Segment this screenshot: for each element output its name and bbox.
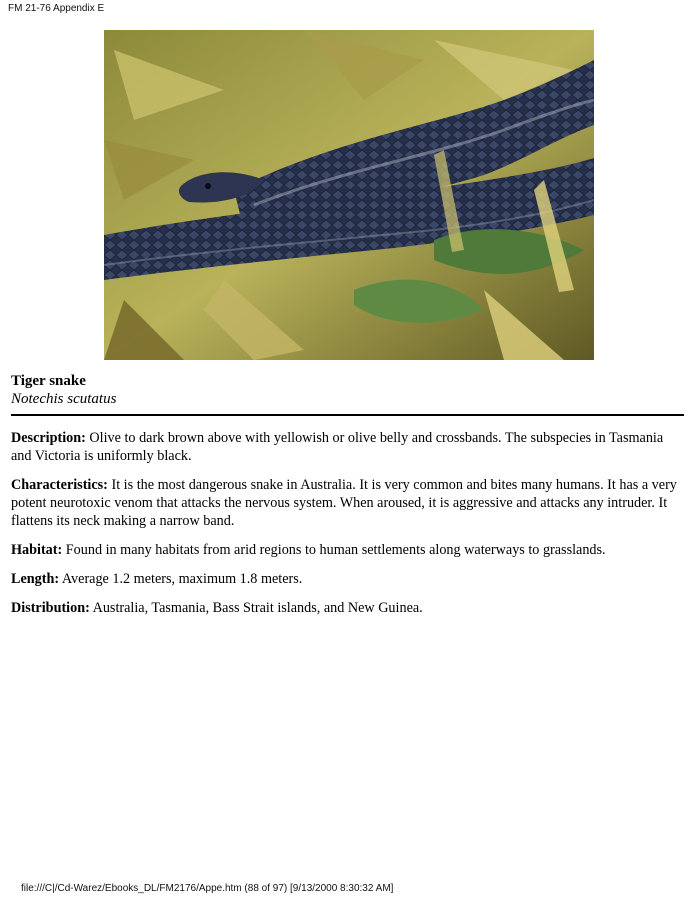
distribution-label: Distribution:	[11, 600, 90, 616]
characteristics-text: It is the most dangerous snake in Australia. It is very common and bites many humans. It has a very potent neurotoxic venom that attacks the nervous system. When aroused, it is aggressive and attacks any intruder. It flattens its neck making a narrow band.	[11, 477, 677, 529]
length-paragraph	[11, 570, 684, 588]
section-divider	[11, 414, 684, 416]
description-label: Description:	[11, 430, 86, 446]
page-header: FM 21-76 Appendix E	[8, 3, 105, 14]
species-scientific-name: Notechis scutatus	[11, 391, 117, 407]
habitat-label: Habitat:	[11, 542, 63, 558]
description-paragraph	[11, 429, 684, 465]
characteristics-paragraph	[11, 476, 684, 530]
species-details	[11, 429, 684, 628]
characteristics-label: Characteristics:	[11, 477, 108, 493]
length-label: Length:	[11, 571, 60, 587]
distribution-paragraph	[11, 599, 684, 617]
distribution-text: Australia, Tasmania, Bass Strait islands, and New Guinea.	[89, 600, 423, 616]
length-text: Average 1.2 meters, maximum 1.8 meters.	[59, 571, 303, 587]
description-text: Olive to dark brown above with yellowish or olive belly and crossbands. The subspecies in Tasmania and Victoria is uniformly black.	[11, 430, 664, 464]
species-common-name: Tiger snake	[11, 373, 86, 389]
habitat-paragraph	[11, 541, 684, 559]
tiger-snake-photo	[104, 30, 594, 360]
page-footer: file:///C|/Cd-Warez/Ebooks_DL/FM2176/Appe.htm (88 of 97) [9/13/2000 8:30:32 AM]	[21, 883, 394, 894]
habitat-text: Found in many habitats from arid regions to human settlements along waterways to grasslands.	[62, 542, 606, 558]
